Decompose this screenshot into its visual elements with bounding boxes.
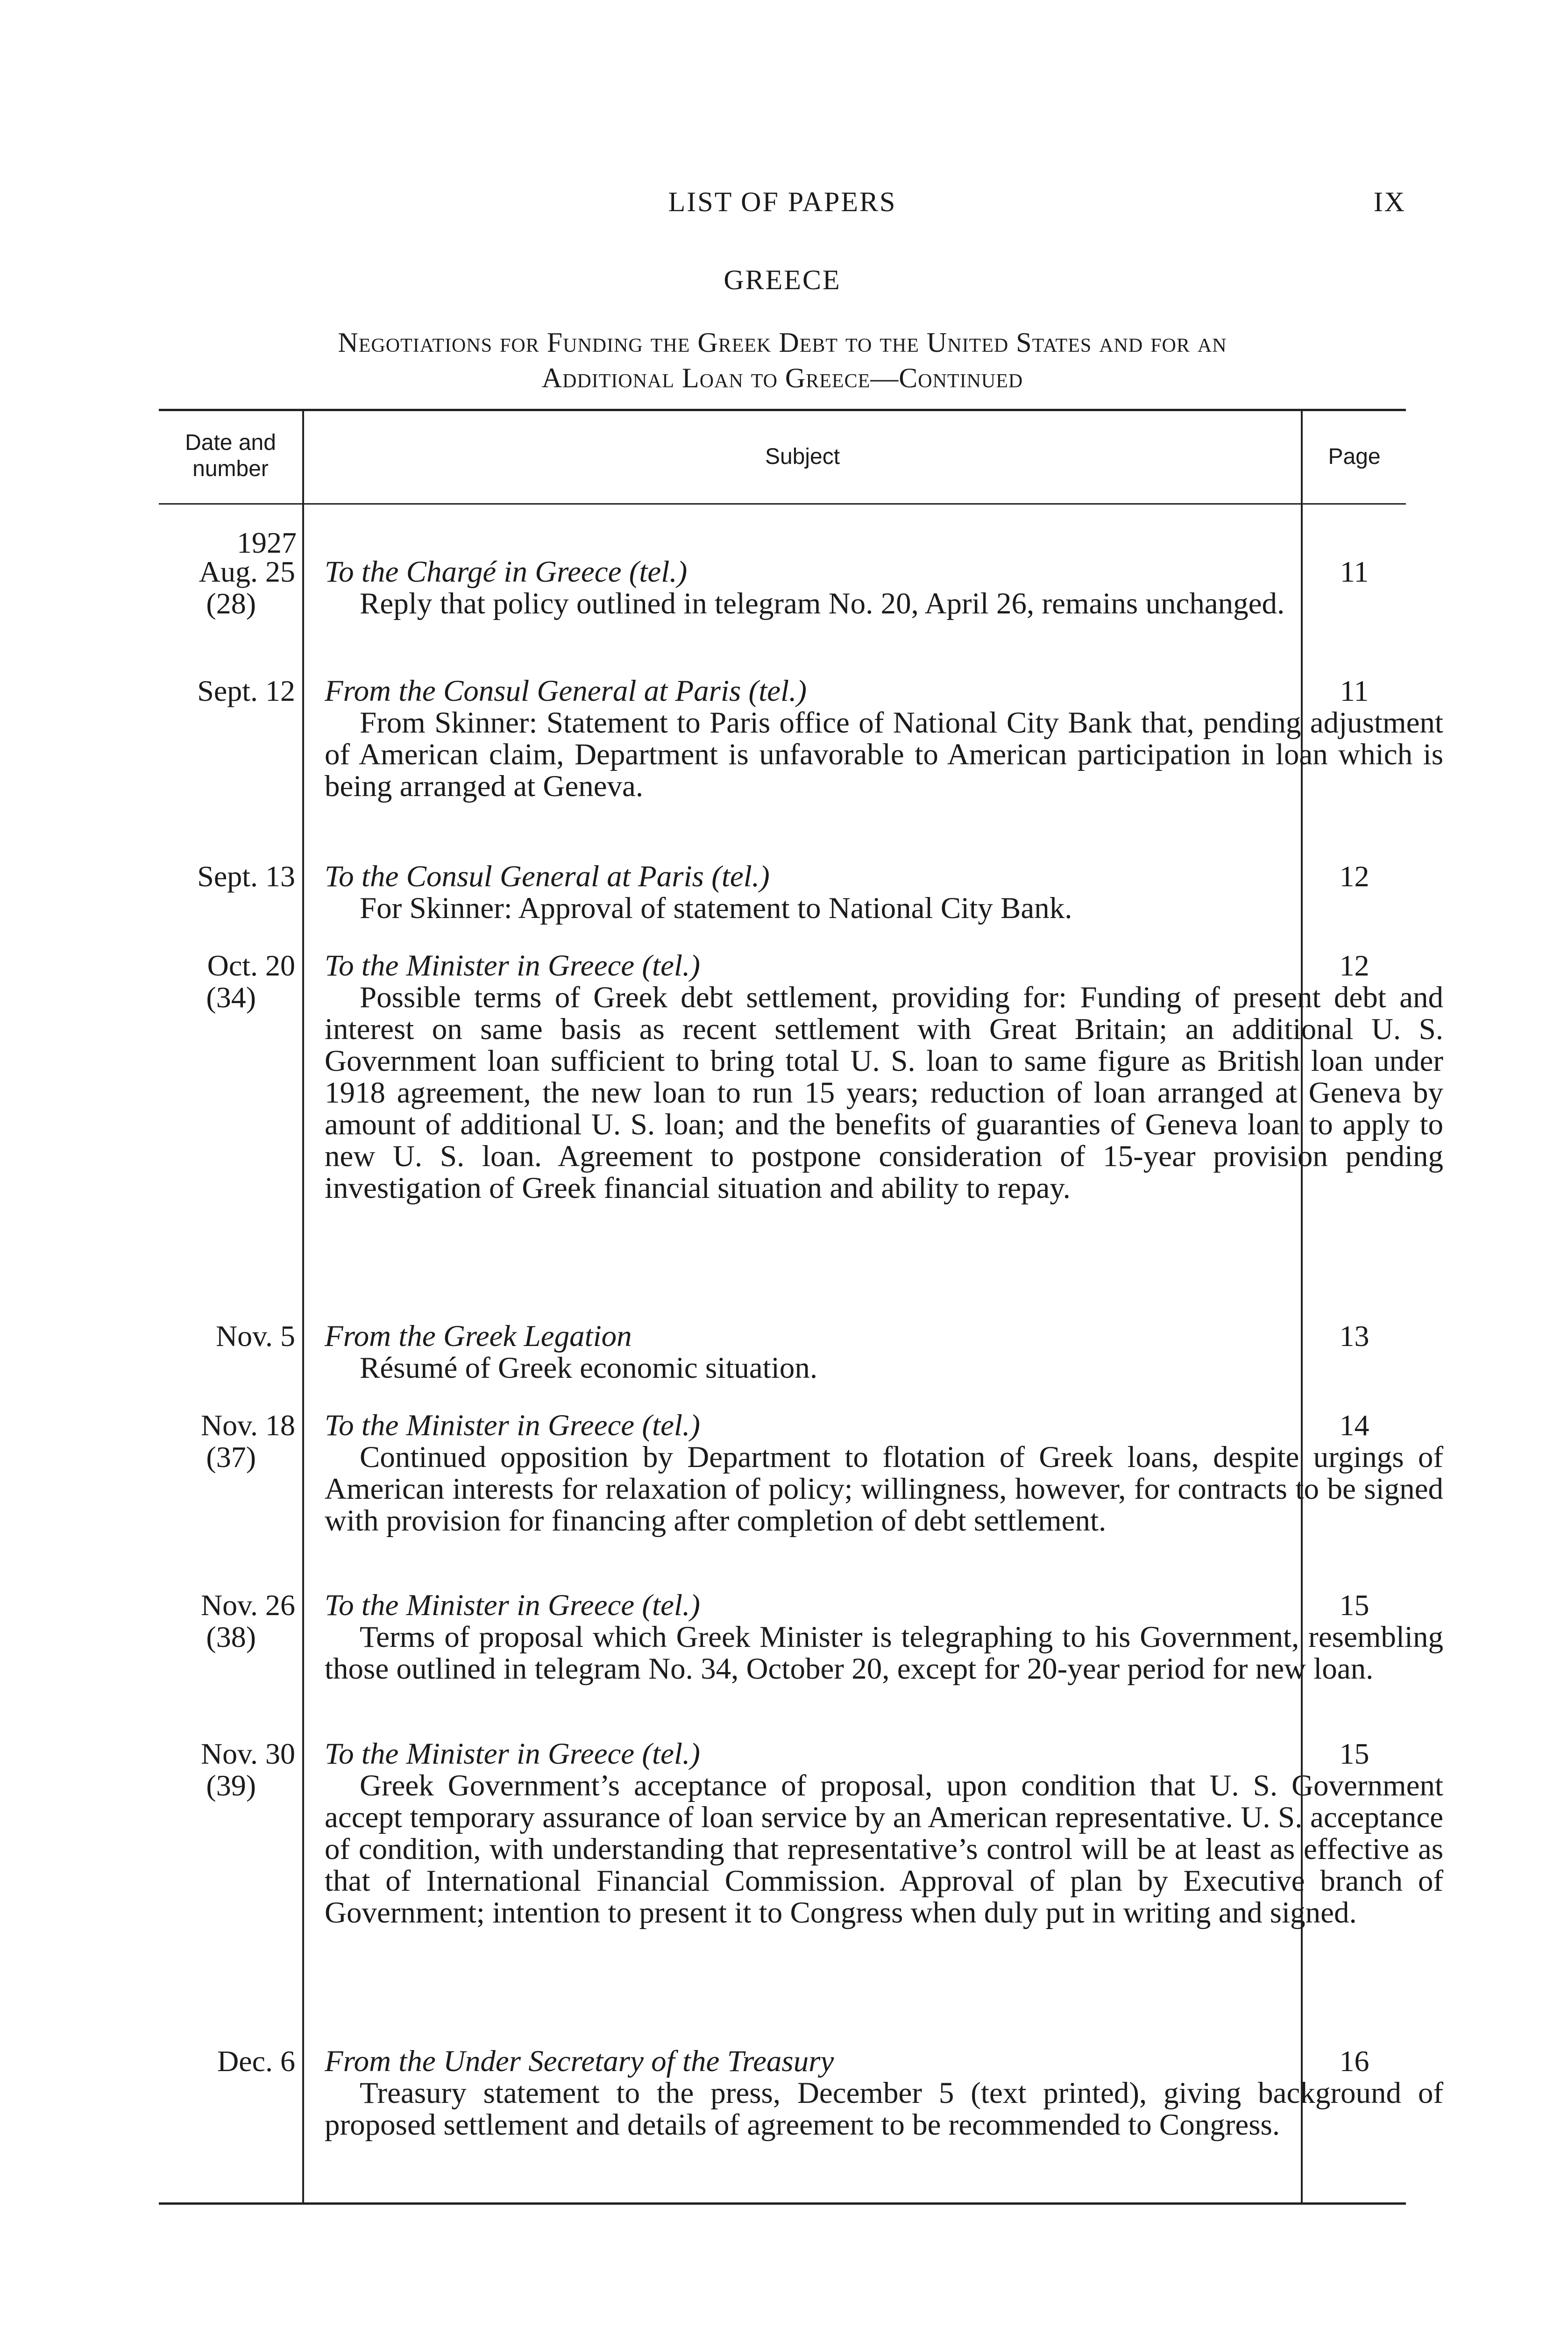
entry-addressee: To the Minister in Greece (tel.) [325,1409,700,1442]
entry-page: 13 [1339,1319,1369,1353]
entry-summary: From Skinner: Statement to Paris office of National City Bank that, pending adjustment of American claim, Department is unfavorable to American participation in loan which is being arranged at Geneva. [325,706,1443,803]
entry-addressee: From the Greek Legation [325,1319,632,1353]
section-title: GREECE [724,264,841,295]
entry-subject [325,861,1443,924]
entry-addressee: To the Minister in Greece (tel.) [325,1737,700,1771]
column-header-subject: Subject [765,444,840,469]
entry-number: (34) [206,981,256,1014]
entry-addressee: To the Consul General at Paris (tel.) [325,860,770,893]
entry-date: Oct. 20 [207,949,295,982]
entry-subject [325,1320,1443,1384]
table-top-rule [159,409,1406,411]
entry-page: 15 [1339,1588,1369,1622]
header-rule [159,503,1406,505]
year-label: 1927 [237,526,297,559]
entry-number: (38) [206,1620,256,1653]
entry-date: Nov. 26 [200,1588,295,1622]
entry-date: Aug. 25 [199,555,295,588]
subsection-title-line1: Negotiations for Funding the Greek Debt to the United States and for an [338,327,1227,358]
entry-addressee: From the Consul General at Paris (tel.) [325,674,807,708]
entry-number: (39) [206,1769,256,1802]
entry-subject [325,1589,1443,1685]
running-title: LIST OF PAPERS [668,186,897,217]
entry-summary: Terms of proposal which Greek Minister is telegraphing to his Government, resembling those outlined in telegram No. 34, October 20, except for 20-year period for new loan. [325,1620,1443,1686]
entry-addressee: To the Minister in Greece (tel.) [325,949,700,983]
entry-summary: Possible terms of Greek debt settlement, providing for: Funding of present debt and interest on same basis as recent settlement with Great Britain; an additional U. S. Government loan sufficient to bring total U. S. loan to same figure as British loan under 1918 agreement, the new loan to run 15 years; reduction of loan arranged at Geneva by amount of additional U. S. loan; and the benefits of guaranties of Geneva loan to apply to new U. S. loan. Agreement to postpone consideration of 15-year provision pending investigation of Greek financial situation and ability to repay. [325,981,1443,1205]
entry-date: Sept. 12 [197,674,295,707]
entry-page: 11 [1340,555,1369,588]
entry-page: 12 [1339,949,1369,982]
subsection-title-line2: Additional Loan to Greece—Continued [541,363,1023,393]
entry-page: 16 [1339,2044,1369,2078]
entry-subject [325,1738,1443,1929]
entry-page: 11 [1340,674,1369,707]
entry-summary: Reply that policy outlined in telegram No. 20, April 26, remains unchanged. [360,587,1285,620]
entry-date: Nov. 30 [200,1737,295,1770]
entry-subject [325,950,1443,1204]
entry-page: 15 [1339,1737,1369,1770]
entry-subject [325,556,1443,620]
entry-summary: For Skinner: Approval of statement to National City Bank. [360,891,1072,925]
entry-subject [325,1410,1443,1537]
entry-subject [325,2045,1443,2141]
entry-date: Dec. 6 [217,2044,295,2078]
entry-number: (37) [206,1440,256,1474]
entry-addressee: To the Minister in Greece (tel.) [325,1588,700,1622]
entry-summary: Continued opposition by Department to flotation of Greek loans, despite urgings of American interests for relaxation of policy; willingness, however, for contracts to be signed with provision for financing after completion of debt settlement. [325,1440,1443,1538]
entry-subject [325,675,1443,802]
subsection-title [159,325,1406,396]
entry-summary: Treasury statement to the press, December 5 (text printed), giving background of proposed settlement and details of agreement to be recommended to Congress. [325,2076,1443,2142]
entry-page: 12 [1339,860,1369,893]
entry-number: (28) [206,587,256,620]
page-number: IX [1373,186,1406,217]
table-bottom-rule [159,2202,1406,2205]
date-column-divider [302,409,304,2203]
entry-addressee: From the Under Secretary of the Treasury [325,2044,834,2078]
entry-date: Nov. 5 [215,1319,295,1353]
entry-date: Sept. 13 [197,860,295,893]
column-header-page: Page [1328,444,1381,469]
running-head [159,186,1406,223]
entry-addressee: To the Chargé in Greece (tel.) [325,555,688,589]
entry-summary: Résumé of Greek economic situation. [360,1351,818,1385]
entry-date: Nov. 18 [200,1409,295,1442]
column-header-date: Date and number [185,430,276,481]
entry-page: 14 [1339,1409,1369,1442]
entry-summary: Greek Government’s acceptance of proposal, upon condition that U. S. Government accept temporary assurance of loan service by an American representative. U. S. acceptance of condition, with understanding that representative’s control will be at least as effective as that of International Financial Commission. Approval of plan by Executive branch of Government; intention to present it to Congress when duly put in writing and signed. [325,1769,1443,1930]
